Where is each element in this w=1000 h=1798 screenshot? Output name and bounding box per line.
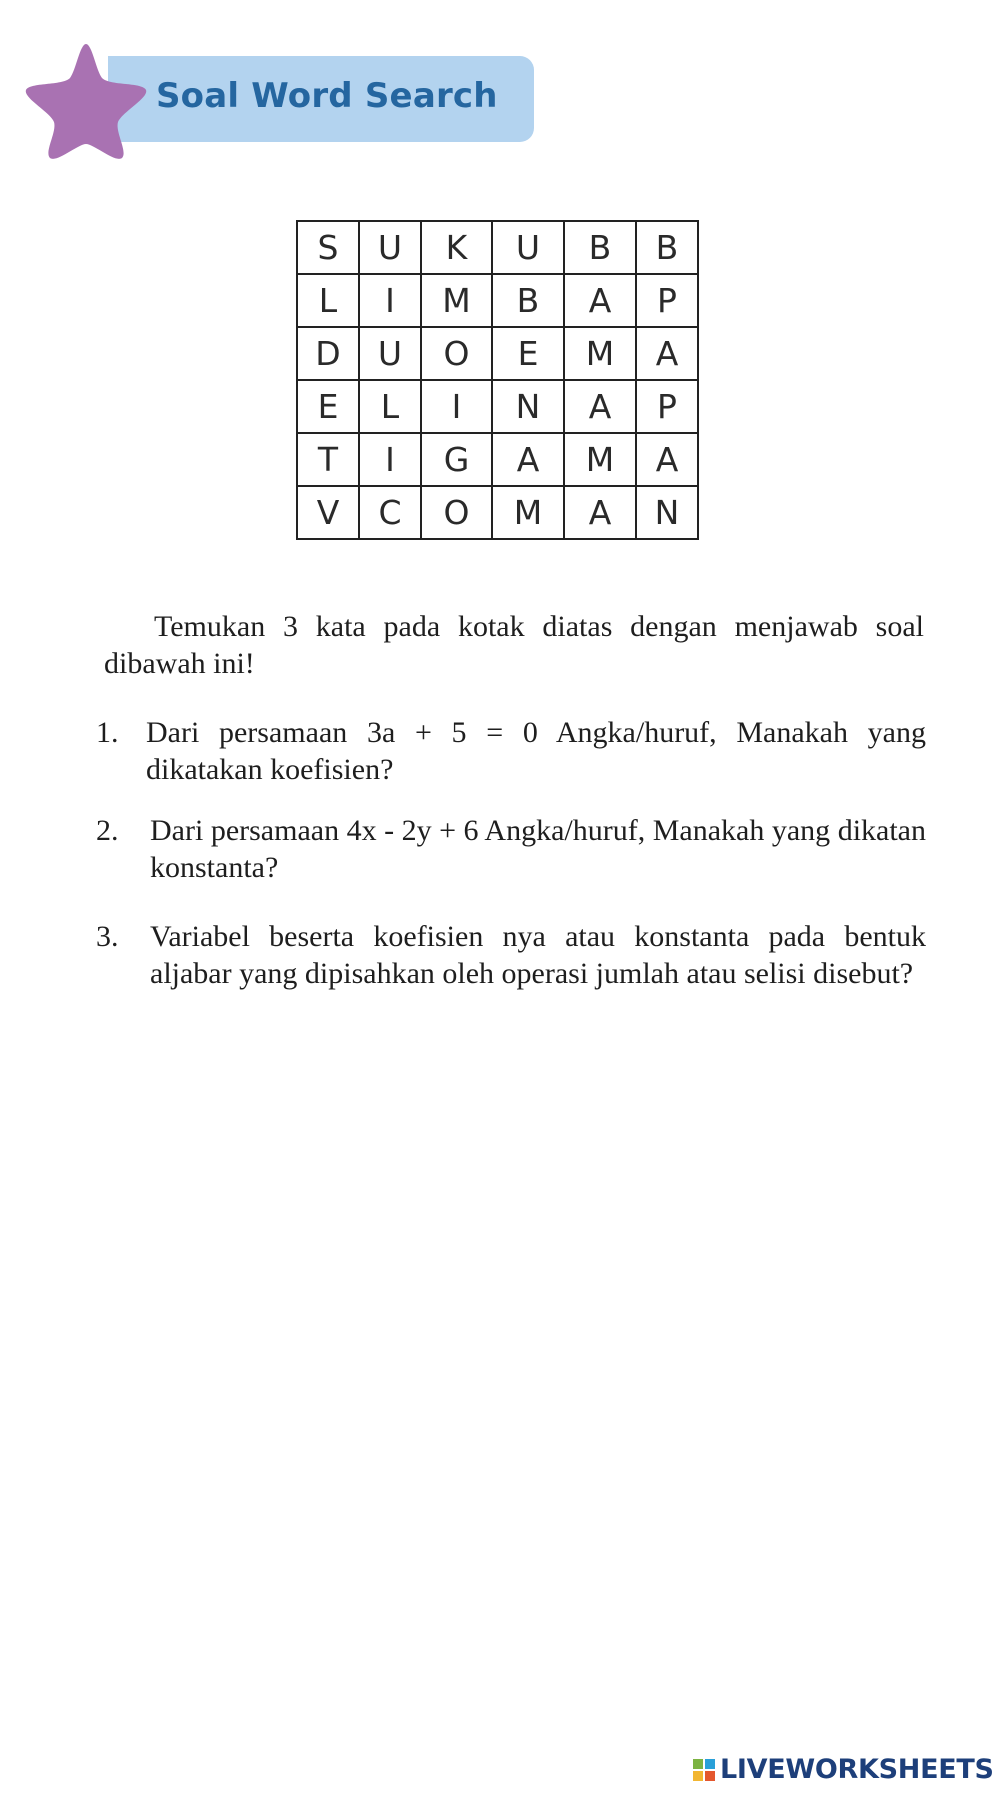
grid-cell[interactable]: B (636, 221, 698, 274)
grid-cell[interactable]: C (359, 486, 421, 539)
grid-cell[interactable]: M (492, 486, 564, 539)
question-text: Variabel beserta koefisien nya atau konstanta pada bentuk aljabar yang dipisahkan oleh operasi jumlah atau selisi disebut? (150, 920, 926, 990)
question-number: 2. (96, 814, 119, 847)
question-item (96, 812, 926, 886)
grid-cell[interactable]: V (297, 486, 359, 539)
grid-cell[interactable]: B (492, 274, 564, 327)
footer-brand[interactable] (692, 1754, 994, 1785)
grid-cell[interactable]: A (564, 380, 636, 433)
question-number: 3. (96, 920, 119, 953)
grid-cell[interactable]: A (636, 433, 698, 486)
question-text: Dari persamaan 3a + 5 = 0 Angka/huruf, Manakah yang dikatakan koefisien? (146, 716, 926, 786)
grid-cell[interactable]: M (564, 327, 636, 380)
grid-cell[interactable]: I (421, 380, 492, 433)
page-title: Soal Word Search (156, 76, 498, 116)
grid-cell[interactable]: M (421, 274, 492, 327)
grid-cell[interactable]: U (359, 327, 421, 380)
grid-cell[interactable]: P (636, 274, 698, 327)
grid-cell[interactable]: S (297, 221, 359, 274)
grid-cell[interactable]: O (421, 486, 492, 539)
grid-row (297, 433, 698, 486)
grid-cell[interactable]: N (492, 380, 564, 433)
star-icon (22, 40, 150, 162)
grid-cell[interactable]: D (297, 327, 359, 380)
grid-row (297, 274, 698, 327)
instructions: Temukan 3 kata pada kotak diatas dengan menjawab soal dibawah ini! (104, 610, 924, 680)
grid-cell[interactable]: A (492, 433, 564, 486)
grid-cell[interactable]: E (492, 327, 564, 380)
question-number: 1. (96, 716, 119, 749)
word-search-grid (296, 220, 699, 540)
question-item (96, 714, 926, 788)
grid-cell[interactable]: L (359, 380, 421, 433)
grid-cell[interactable]: B (564, 221, 636, 274)
question-item (96, 918, 926, 992)
grid-cell[interactable]: P (636, 380, 698, 433)
grid-cell[interactable]: T (297, 433, 359, 486)
grid-row (297, 380, 698, 433)
grid-cell[interactable]: M (564, 433, 636, 486)
grid-cell[interactable]: O (421, 327, 492, 380)
grid-cell[interactable]: A (564, 274, 636, 327)
grid-cell[interactable]: K (421, 221, 492, 274)
grid-row (297, 327, 698, 380)
grid-cell[interactable]: L (297, 274, 359, 327)
grid-cell[interactable]: I (359, 433, 421, 486)
grid-cell[interactable]: A (636, 327, 698, 380)
grid-cell[interactable]: U (492, 221, 564, 274)
grid-cell[interactable]: E (297, 380, 359, 433)
liveworksheets-logo-icon (692, 1758, 716, 1782)
grid-cell[interactable]: I (359, 274, 421, 327)
grid-cell[interactable]: N (636, 486, 698, 539)
grid-cell[interactable]: G (421, 433, 492, 486)
grid-cell[interactable]: U (359, 221, 421, 274)
grid-cell[interactable]: A (564, 486, 636, 539)
brand-name: LIVEWORKSHEETS (720, 1754, 994, 1785)
question-text: Dari persamaan 4x - 2y + 6 Angka/huruf, Manakah yang dikatan konstanta? (150, 814, 926, 884)
grid-row (297, 221, 698, 274)
grid-row (297, 486, 698, 539)
